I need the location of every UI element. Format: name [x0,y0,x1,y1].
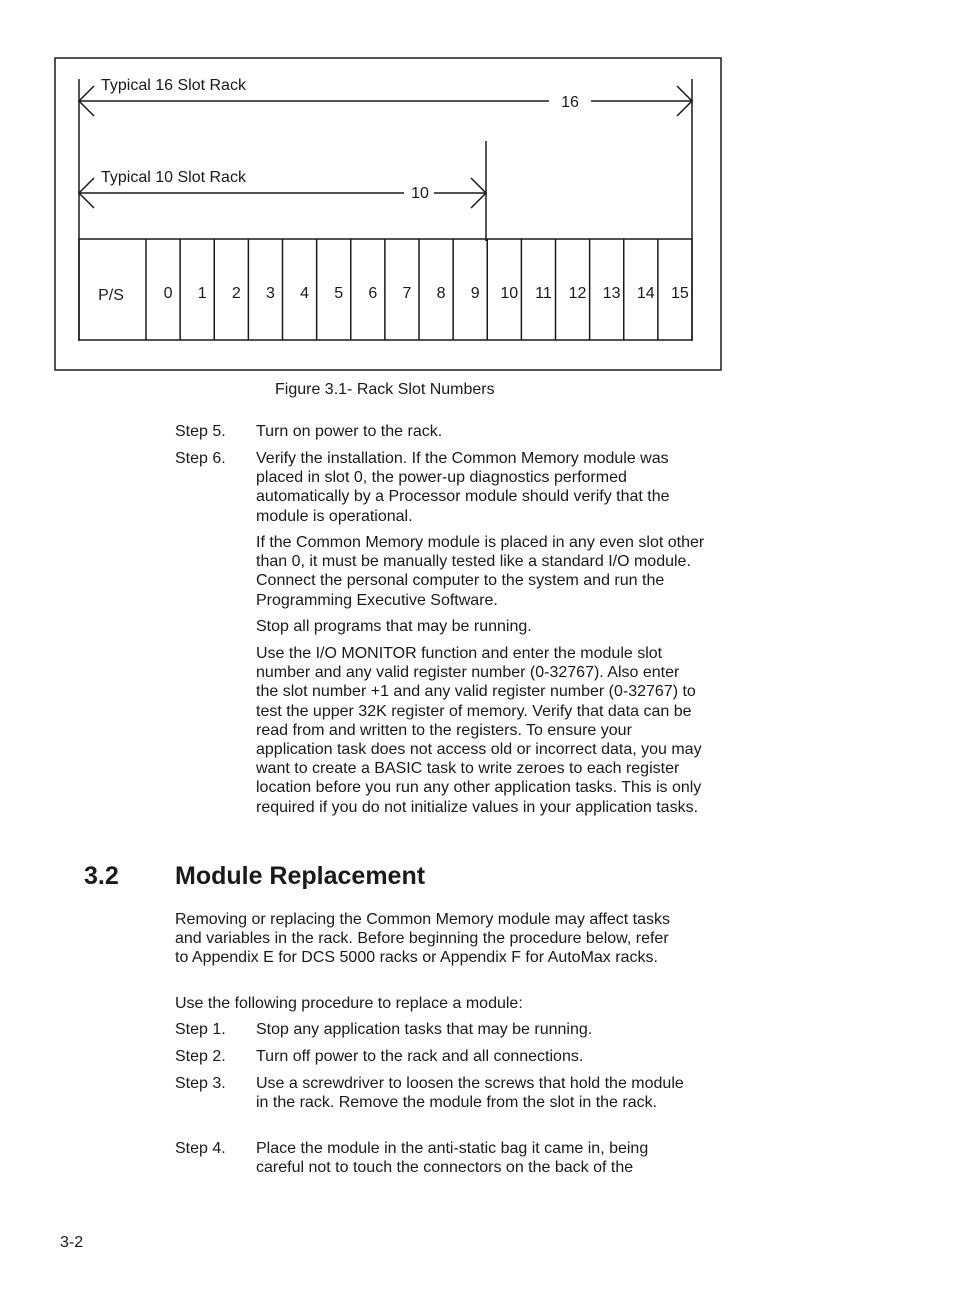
slot-cells [164,239,689,340]
page-number: 3-2 [60,1234,84,1251]
slot-number-label: 8 [436,285,446,302]
step-3-text: Use a screwdriver to loosen the screws that hold the module in the rack. Remove the module from the slot in the rack. [256,1075,684,1112]
step-2-text: Turn off power to the rack and all connections. [256,1048,584,1065]
slot-number-label: 7 [402,285,412,302]
rack16-count: 16 [561,94,579,111]
rack10-label: Typical 10 Slot Rack [101,169,246,186]
ps-slot-label: P/S [98,287,124,304]
slot-number-label: 11 [535,285,552,302]
slot-number-label: 12 [568,285,587,302]
step-5-text: Turn on power to the rack. [256,423,443,440]
section-intro: Removing or replacing the Common Memory module may affect tasks and variables in the rack. Before beginning the procedure below, refer to Appendix E for DCS 5000 racks or Appendix F for AutoMax racks. [175,911,671,967]
slot-number-label: 15 [671,285,689,302]
rack16-label: Typical 16 Slot Rack [101,77,246,94]
slot-number-label: 0 [163,285,173,302]
slot-number-label: 2 [231,285,241,302]
figure-caption: Figure 3.1- Rack Slot Numbers [275,381,495,398]
paragraph-even-slot: If the Common Memory module is placed in any even slot other than 0, it must be manually tested like a standard I/O module. Connect the personal computer to the system and run the Programming Executive Software. [256,534,705,609]
slot-number-label: 1 [197,285,207,302]
step-5-label: Step 5. [175,423,226,440]
step-6-label: Step 6. [175,450,226,467]
step-1-label: Step 1. [175,1021,226,1038]
step-6-text: Verify the installation. If the Common Memory module was placed in slot 0, the power-up diagnostics performed automatically by a Processor module should verify that the module is operational. [256,450,670,525]
slot-number-label: 3 [265,285,275,302]
section-number: 3.2 [84,862,119,890]
slot-number-label: 14 [636,285,655,302]
slot-number-label: 6 [368,285,378,302]
slot-number-label: 13 [602,285,621,302]
rack10-count: 10 [411,185,429,202]
paragraph-io-monitor: Use the I/O MONITOR function and enter the module slot number and any valid register number (0-32767). Also enter the slot number +1 and any valid register number (0-32767) to test the upper 32K register of memory. Verify that data can be read from and written to the registers. To ensure your application task does not access old or incorrect data, you may want to create a BASIC task to write zeroes to each register location before you run any other application tasks. This is only required if you do not initialize values in your application tasks. [256,645,702,816]
rack-slot-diagram [54,57,722,372]
step-2-label: Step 2. [175,1048,226,1065]
step-1-text: Stop any application tasks that may be running. [256,1021,593,1038]
slot-number-label: 10 [500,285,519,302]
slot-number-label: 4 [300,285,310,302]
step-4-label: Step 4. [175,1140,226,1157]
paragraph-stop-programs: Stop all programs that may be running. [256,618,532,635]
slot-number-label: 9 [470,285,480,302]
section-lead: Use the following procedure to replace a module: [175,995,523,1012]
step-3-label: Step 3. [175,1075,226,1092]
step-4-text: Place the module in the anti-static bag it came in, being careful not to touch the connectors on the back of the [256,1140,649,1177]
section-title: Module Replacement [175,862,426,890]
slot-number-label: 5 [334,285,344,302]
